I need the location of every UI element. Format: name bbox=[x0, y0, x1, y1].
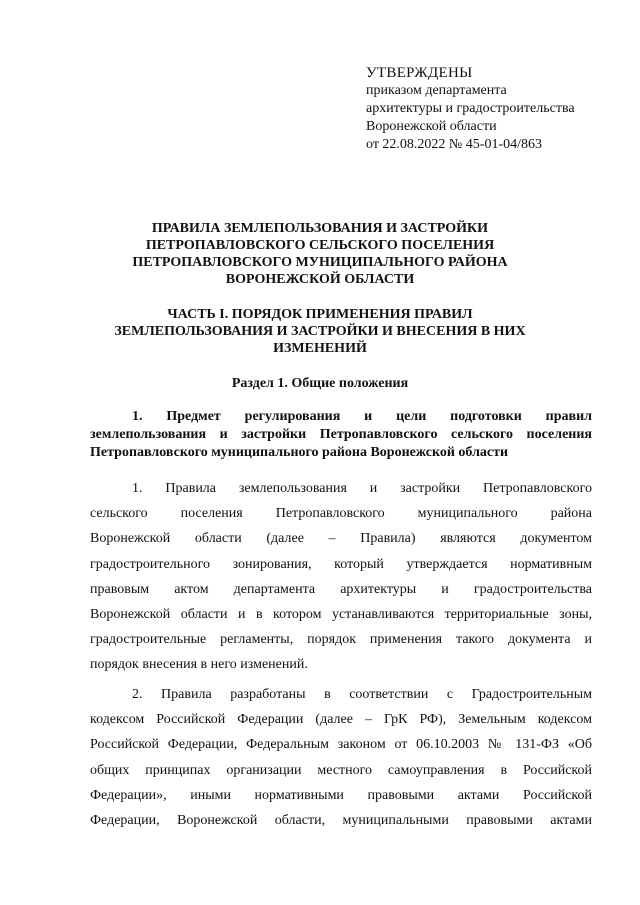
paragraph-line: Федерации, Воронежской области, муниципальными правовыми актами bbox=[90, 812, 592, 828]
paragraph-line: правовым актом департамента архитектуры и градостроительства bbox=[90, 581, 592, 597]
paragraph-line: градостроительного зонирования, который утверждается нормативным bbox=[90, 556, 592, 572]
part-title bbox=[60, 306, 580, 357]
subject-line: 1. Предмет регулирования и цели подготовки правил bbox=[132, 409, 592, 424]
paragraph-line: 2. Правила разработаны в соответствии с Градостроительным bbox=[132, 687, 592, 702]
approval-line: приказом департамента bbox=[366, 83, 507, 98]
approval-heading: УТВЕРЖДЕНЫ bbox=[366, 65, 473, 81]
document-title bbox=[60, 220, 580, 288]
paragraph-line: общих принципах организации местного самоуправления в Российской bbox=[90, 762, 592, 778]
paragraph-line: порядок внесения в него изменений. bbox=[90, 657, 308, 673]
title-line: ПРАВИЛА ЗЕМЛЕПОЛЬЗОВАНИЯ И ЗАСТРОЙКИ bbox=[151, 221, 489, 236]
approval-order-line: от 22.08.2022 № 45-01-04/863 bbox=[366, 137, 543, 152]
subject-heading bbox=[90, 408, 592, 462]
section-title: Раздел 1. Общие положения bbox=[231, 376, 409, 391]
subject-line: землепользования и застройки Петропавловского сельского поселения bbox=[90, 427, 592, 442]
part-title-line: ЧАСТЬ I. ПОРЯДОК ПРИМЕНЕНИЯ ПРАВИЛ bbox=[167, 307, 473, 322]
paragraph-line: сельского поселения Петропавловского муниципального района bbox=[90, 506, 592, 522]
paragraph-line: кодексом Российской Федерации (далее – ГрК РФ), Земельным кодексом bbox=[90, 712, 592, 728]
paragraph-2 bbox=[90, 682, 592, 833]
paragraph-line: Воронежской области (далее – Правила) являются документом bbox=[90, 531, 592, 547]
title-line: ПЕТРОПАВЛОВСКОГО СЕЛЬСКОГО ПОСЕЛЕНИЯ bbox=[145, 238, 495, 253]
paragraph-line: Воронежской области и в котором устанавливаются территориальные зоны, bbox=[90, 606, 592, 622]
paragraph-line: градостроительные регламенты, порядок применения такого документа и bbox=[90, 632, 592, 648]
subject-line: Петропавловского муниципального района Воронежской области bbox=[90, 445, 509, 460]
title-line: ВОРОНЕЖСКОЙ ОБЛАСТИ bbox=[225, 272, 415, 287]
part-title-line: ЗЕМЛЕПОЛЬЗОВАНИЯ И ЗАСТРОЙКИ И ВНЕСЕНИЯ В НИХ bbox=[114, 324, 526, 339]
title-line: ПЕТРОПАВЛОВСКОГО МУНИЦИПАЛЬНОГО РАЙОНА bbox=[132, 255, 508, 270]
paragraph-line: Федерации», иными нормативными правовыми актами Российской bbox=[90, 787, 592, 803]
paragraph-line: Российской Федерации, Федеральным законом от 06.10.2003 № 131-ФЗ «Об bbox=[90, 737, 592, 753]
approval-line: Воронежской области bbox=[366, 119, 497, 134]
approval-line: архитектуры и градостроительства bbox=[366, 101, 575, 116]
paragraph-line: 1. Правила землепользования и застройки Петропавловского bbox=[132, 481, 592, 496]
paragraph-1 bbox=[90, 476, 592, 678]
part-title-line: ИЗМЕНЕНИЙ bbox=[273, 341, 367, 356]
approval-stamp bbox=[366, 64, 575, 154]
